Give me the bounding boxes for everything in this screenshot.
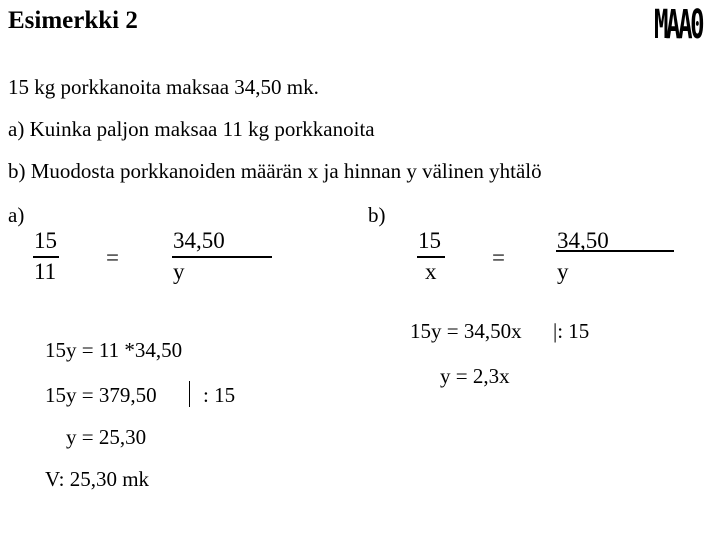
- part-a-answer: V: 25,30 mk: [45, 467, 150, 491]
- question-a: a) Kuinka paljon maksaa 11 kg porkkanoita: [8, 117, 375, 141]
- part-b-step-1-operation: |: 15: [553, 319, 590, 343]
- part-a-right-fraction-bar: [172, 256, 272, 258]
- part-a-left-denominator: 11: [34, 259, 57, 284]
- part-b-equals-sign: =: [492, 245, 505, 270]
- part-a-label: a): [8, 203, 25, 227]
- part-b-left-denominator: x: [425, 259, 437, 284]
- part-b-right-denominator: y: [557, 259, 569, 284]
- part-b-step-1: 15y = 34,50x: [410, 319, 522, 343]
- maa-logo: MAA0: [654, 2, 703, 48]
- question-b: b) Muodosta porkkanoiden määrän x ja hinnan y välinen yhtälö: [8, 159, 542, 183]
- part-b-label: b): [368, 203, 386, 227]
- part-a-left-numerator: 15: [34, 228, 57, 253]
- part-a-step-1: 15y = 11 *34,50: [45, 338, 183, 362]
- part-a-step-2: 15y = 379,50: [45, 383, 157, 407]
- part-a-divider-line: [189, 381, 190, 407]
- part-b-right-fraction-bar: [556, 250, 674, 252]
- part-a-equals-sign: =: [106, 245, 119, 270]
- part-a-left-fraction-bar: [33, 256, 59, 258]
- part-a-right-denominator: y: [173, 259, 185, 284]
- slide-title: Esimerkki 2: [8, 7, 138, 34]
- part-b-left-numerator: 15: [418, 228, 441, 253]
- part-b-left-fraction-bar: [417, 256, 445, 258]
- part-b-right-numerator: 34,50: [557, 228, 609, 253]
- part-a-step-3: y = 25,30: [66, 425, 147, 449]
- part-a-step-2-operation: : 15: [203, 383, 236, 407]
- part-b-step-2: y = 2,3x: [440, 364, 510, 388]
- part-a-right-numerator: 34,50: [173, 228, 225, 253]
- problem-statement: 15 kg porkkanoita maksaa 34,50 mk.: [8, 75, 319, 99]
